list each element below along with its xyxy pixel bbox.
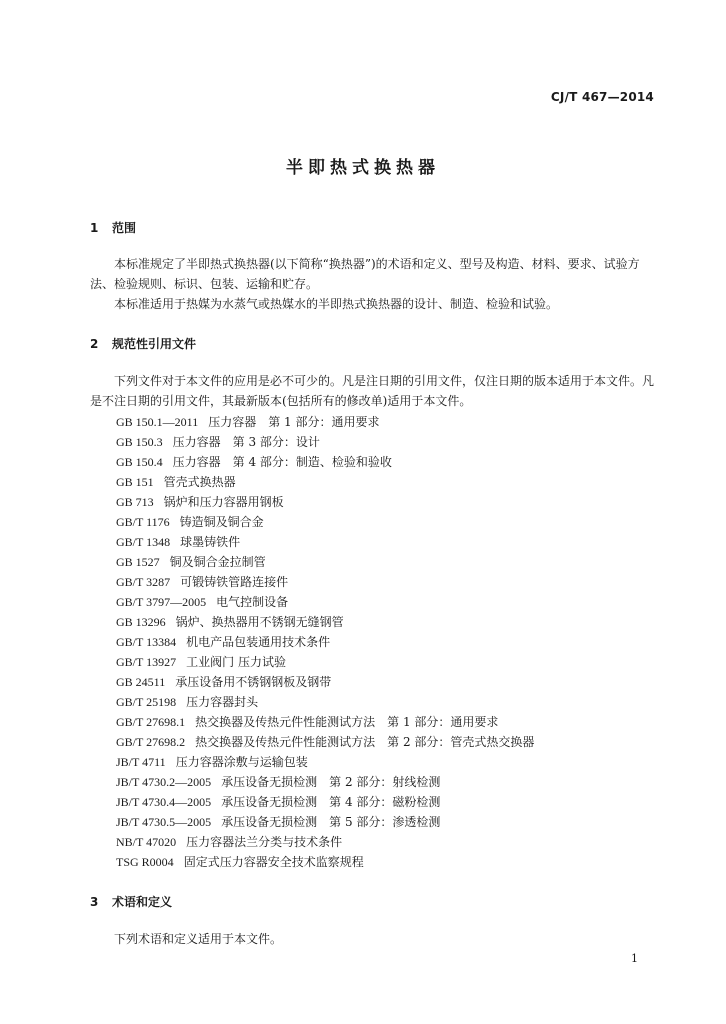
- section-number: 3: [90, 895, 99, 909]
- section-2-paragraph-1: 下列文件对于本文件的应用是必不可少的。凡是注日期的引用文件，仅注日期的版本适用于本文件。凡是不注日期的引用文件，其最新版本(包括所有的修改单)适用于本文件。: [90, 374, 655, 408]
- reference-item: GB 150.4 压力容器 第 4 部分：制造、检验和验收: [116, 455, 392, 469]
- reference-item: TSG R0004 固定式压力容器安全技术监察规程: [116, 855, 364, 869]
- reference-item: JB/T 4711 压力容器涂敷与运输包装: [116, 755, 308, 769]
- reference-item: GB/T 13927 工业阀门 压力试验: [116, 655, 286, 669]
- standard-code: CJ/T 467—2014: [550, 90, 654, 104]
- section-2-heading: [90, 335, 196, 352]
- section-number: 1: [90, 221, 99, 235]
- section-3-paragraph-1: 下列术语和定义适用于本文件。: [114, 932, 283, 946]
- section-1-paragraph-1: 本标准规定了半即热式换热器(以下简称“换热器”)的术语和定义、型号及构造、材料、要求、试验方法、检验规则、标识、包装、运输和贮存。: [90, 257, 640, 291]
- reference-item: JB/T 4730.5—2005 承压设备无损检测 第 5 部分：渗透检测: [116, 815, 441, 829]
- reference-item: GB 1527 铜及铜合金拉制管: [116, 555, 266, 569]
- reference-item: GB 24511 承压设备用不锈钢钢板及钢带: [116, 675, 332, 689]
- section-title: 范围: [112, 221, 137, 235]
- reference-item: GB 151 管壳式换热器: [116, 475, 236, 489]
- section-1-paragraph-2: 本标准适用于热媒为水蒸气或热媒水的半即热式换热器的设计、制造、检验和试验。: [114, 297, 559, 311]
- reference-item: GB/T 27698.2 热交换器及传热元件性能测试方法 第 2 部分：管壳式热交换器: [116, 735, 535, 749]
- reference-item: GB/T 25198 压力容器封头: [116, 695, 259, 709]
- section-title: 规范性引用文件: [112, 337, 197, 351]
- document-title: 半即热式换热器: [286, 158, 440, 178]
- reference-item: GB/T 27698.1 热交换器及传热元件性能测试方法 第 1 部分：通用要求: [116, 715, 499, 729]
- reference-item: GB/T 3797—2005 电气控制设备: [116, 595, 289, 609]
- reference-item: NB/T 47020 压力容器法兰分类与技术条件: [116, 835, 343, 849]
- section-title: 术语和定义: [112, 895, 173, 909]
- page-number: 1: [631, 952, 638, 965]
- reference-item: GB 13296 锅炉、换热器用不锈钢无缝钢管: [116, 615, 344, 629]
- reference-item: GB 150.3 压力容器 第 3 部分：设计: [116, 435, 320, 449]
- reference-item: GB/T 3287 可锻铸铁管路连接件: [116, 575, 289, 589]
- reference-item: GB/T 1176 铸造铜及铜合金: [116, 515, 264, 529]
- reference-item: GB 150.1—2011 压力容器 第 1 部分：通用要求: [116, 415, 380, 429]
- reference-item: GB/T 13384 机电产品包装通用技术条件: [116, 635, 331, 649]
- section-number: 2: [90, 337, 99, 351]
- reference-item: JB/T 4730.2—2005 承压设备无损检测 第 2 部分：射线检测: [116, 775, 441, 789]
- reference-item: GB/T 1348 球墨铸铁件: [116, 535, 241, 549]
- reference-item: JB/T 4730.4—2005 承压设备无损检测 第 4 部分：磁粉检测: [116, 795, 441, 809]
- section-1-heading: [90, 219, 136, 236]
- reference-item: GB 713 锅炉和压力容器用钢板: [116, 495, 284, 509]
- section-3-heading: [90, 893, 172, 910]
- normative-references-list: [116, 412, 534, 872]
